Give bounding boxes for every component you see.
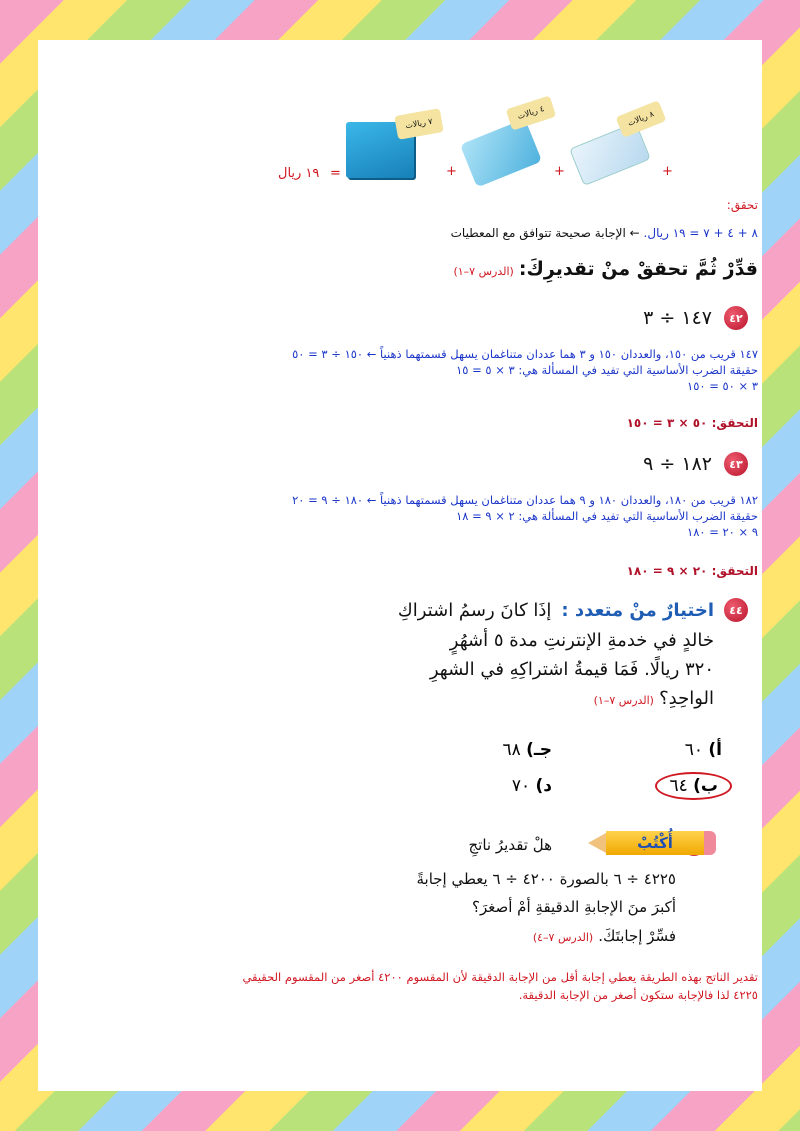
q45-line-4: فسِّرْ إجابتَكَ. xyxy=(598,927,676,945)
option-c-value: ٦٨ xyxy=(502,740,521,760)
question-45 xyxy=(406,832,706,856)
section-header xyxy=(453,258,758,280)
total-price: ١٩ ريال xyxy=(278,166,320,181)
question-42-problem: ١٤٧ ÷ ٣ xyxy=(643,307,712,329)
q43-line-2: حقيقة الضرب الأساسية التي تفيد في المسألة هي: ٢ × ٩ = ١٨ xyxy=(456,509,758,523)
pencil-label: أُكْتُبْ xyxy=(637,834,673,852)
option-b-selected[interactable] xyxy=(655,772,732,800)
option-b-label: ب) xyxy=(693,776,718,796)
option-d-value: ٧٠ xyxy=(511,776,531,796)
q43-explanation xyxy=(52,492,758,540)
question-44 xyxy=(368,598,748,709)
q42-line-1: ١٤٧ قريب من ١٥٠، والعددان ١٥٠ و ٣ هما عددان متناغمان يسهل قسمتهما ذهنياً ← ١٥٠ ÷ ٣ = ٥٠ xyxy=(292,347,758,361)
question-number-badge: ٤٣ xyxy=(724,452,748,476)
pen-case-image xyxy=(460,119,542,188)
question-number-badge: ٤٤ xyxy=(724,598,748,622)
q45-answer xyxy=(52,968,758,1004)
pencil-icon xyxy=(588,828,716,858)
plus-sign-1: + xyxy=(446,164,457,179)
plus-sign-2: + xyxy=(554,164,565,179)
q45-line-1: هلْ تقديرُ ناتجِ xyxy=(468,836,552,854)
plus-sign-3: + xyxy=(662,164,673,179)
arrow-icon: ← xyxy=(629,226,640,240)
q43-check xyxy=(627,564,758,578)
q45-ref: (الدرس ٧–٤) xyxy=(532,931,594,944)
verify-conclusion: الإجابة صحيحة تتوافق مع المعطيات xyxy=(450,226,626,240)
option-b-value: ٦٤ xyxy=(669,776,688,796)
q42-line-2: حقيقة الضرب الأساسية التي تفيد في المسألة هي: ٣ × ٥ = ١٥ xyxy=(456,363,758,377)
q42-check xyxy=(627,416,758,430)
q42-explanation xyxy=(52,346,758,394)
q44-options xyxy=(422,734,722,804)
q43-line-3: ٩ × ٢٠ = ١٨٠ xyxy=(687,525,758,539)
option-c[interactable] xyxy=(502,740,552,760)
question-43 xyxy=(643,452,748,476)
q45-line-4-row xyxy=(533,926,676,945)
question-43-problem: ١٨٢ ÷ ٩ xyxy=(643,453,712,475)
verify-equation: ٨ + ٤ + ٧ = ١٩ ريال. xyxy=(643,226,758,240)
q42-line-3: ٣ × ٥٠ = ١٥٠ xyxy=(687,379,758,393)
price-tag-pens-text: ٤ ريالات xyxy=(516,104,546,122)
verify-line xyxy=(451,226,758,240)
option-d-label: د) xyxy=(535,776,552,796)
option-d[interactable] xyxy=(512,776,552,796)
verify-label: تحقق: xyxy=(726,198,758,212)
q44-ref: (الدرس ٧–١) xyxy=(593,694,654,707)
q44-line-1: إذَا كانَ رسمُ اشتراكِ xyxy=(397,599,552,621)
price-tag-folder xyxy=(394,108,443,140)
q44-line-3: ٣٢٠ ريالًا. فَمَا قيمةُ اشتراكِهِ في الشهرِ xyxy=(429,659,714,680)
price-tag-pens xyxy=(506,95,557,130)
q44-heading: اختيارٌ منْ متعدد : xyxy=(561,599,714,621)
q42-check-value: ٥٠ × ٣ = ١٥٠ xyxy=(626,416,708,430)
section-title: قدِّرْ ثُمَّ تحققْ منْ تقديرِكَ: xyxy=(518,258,758,280)
price-tag-markers xyxy=(616,100,667,138)
question-42 xyxy=(643,306,748,330)
worksheet-page xyxy=(38,40,762,1091)
option-a-value: ٦٠ xyxy=(684,740,703,760)
q45-line-2: ٤٢٢٥ ÷ ٦ بالصورة ٤٢٠٠ ÷ ٦ يعطي إجابةً xyxy=(416,870,676,888)
option-a[interactable] xyxy=(685,740,722,760)
price-illustration xyxy=(278,90,698,185)
q44-line-2: خالدٍ في خدمةِ الإنترنتِ مدة ٥ أشهُرٍ xyxy=(449,630,714,651)
q45-line-3: أكبرَ منَ الإجابةِ الدقيقةِ أمْ أصغرَ؟ xyxy=(472,898,676,916)
equals-sign: = xyxy=(330,166,341,181)
section-ref: (الدرس ٧–١) xyxy=(453,265,514,278)
question-number-badge: ٤٢ xyxy=(724,306,748,330)
price-tag-folder-text: ٧ ريالات xyxy=(404,116,434,131)
q45-answer-line-1: تقدير الناتج بهذه الطريقة يعطي إجابة أقل من الإجابة الدقيقة لأن المقسوم ٤٢٠٠ أصغر من المقسوم الحقيقي xyxy=(242,970,758,984)
q43-check-value: ٢٠ × ٩ = ١٨٠ xyxy=(626,564,708,578)
q44-line-4: الواحِدِ؟ xyxy=(659,688,714,709)
option-a-label: أ) xyxy=(708,740,722,760)
price-tag-markers-text: ٨ ريالات xyxy=(626,109,656,128)
q43-check-label: التحقق: xyxy=(711,564,758,578)
q45-answer-line-2: ٤٢٢٥ لذا فالإجابة ستكون أصغر من الإجابة الدقيقة. xyxy=(518,988,758,1002)
option-c-label: جـ) xyxy=(526,740,552,760)
q42-check-label: التحقق: xyxy=(711,416,758,430)
q43-line-1: ١٨٢ قريب من ١٨٠، والعددان ١٨٠ و ٩ هما عددان متناغمان يسهل قسمتهما ذهنياً ← ١٨٠ ÷ ٩ = ٢٠ xyxy=(292,493,758,507)
